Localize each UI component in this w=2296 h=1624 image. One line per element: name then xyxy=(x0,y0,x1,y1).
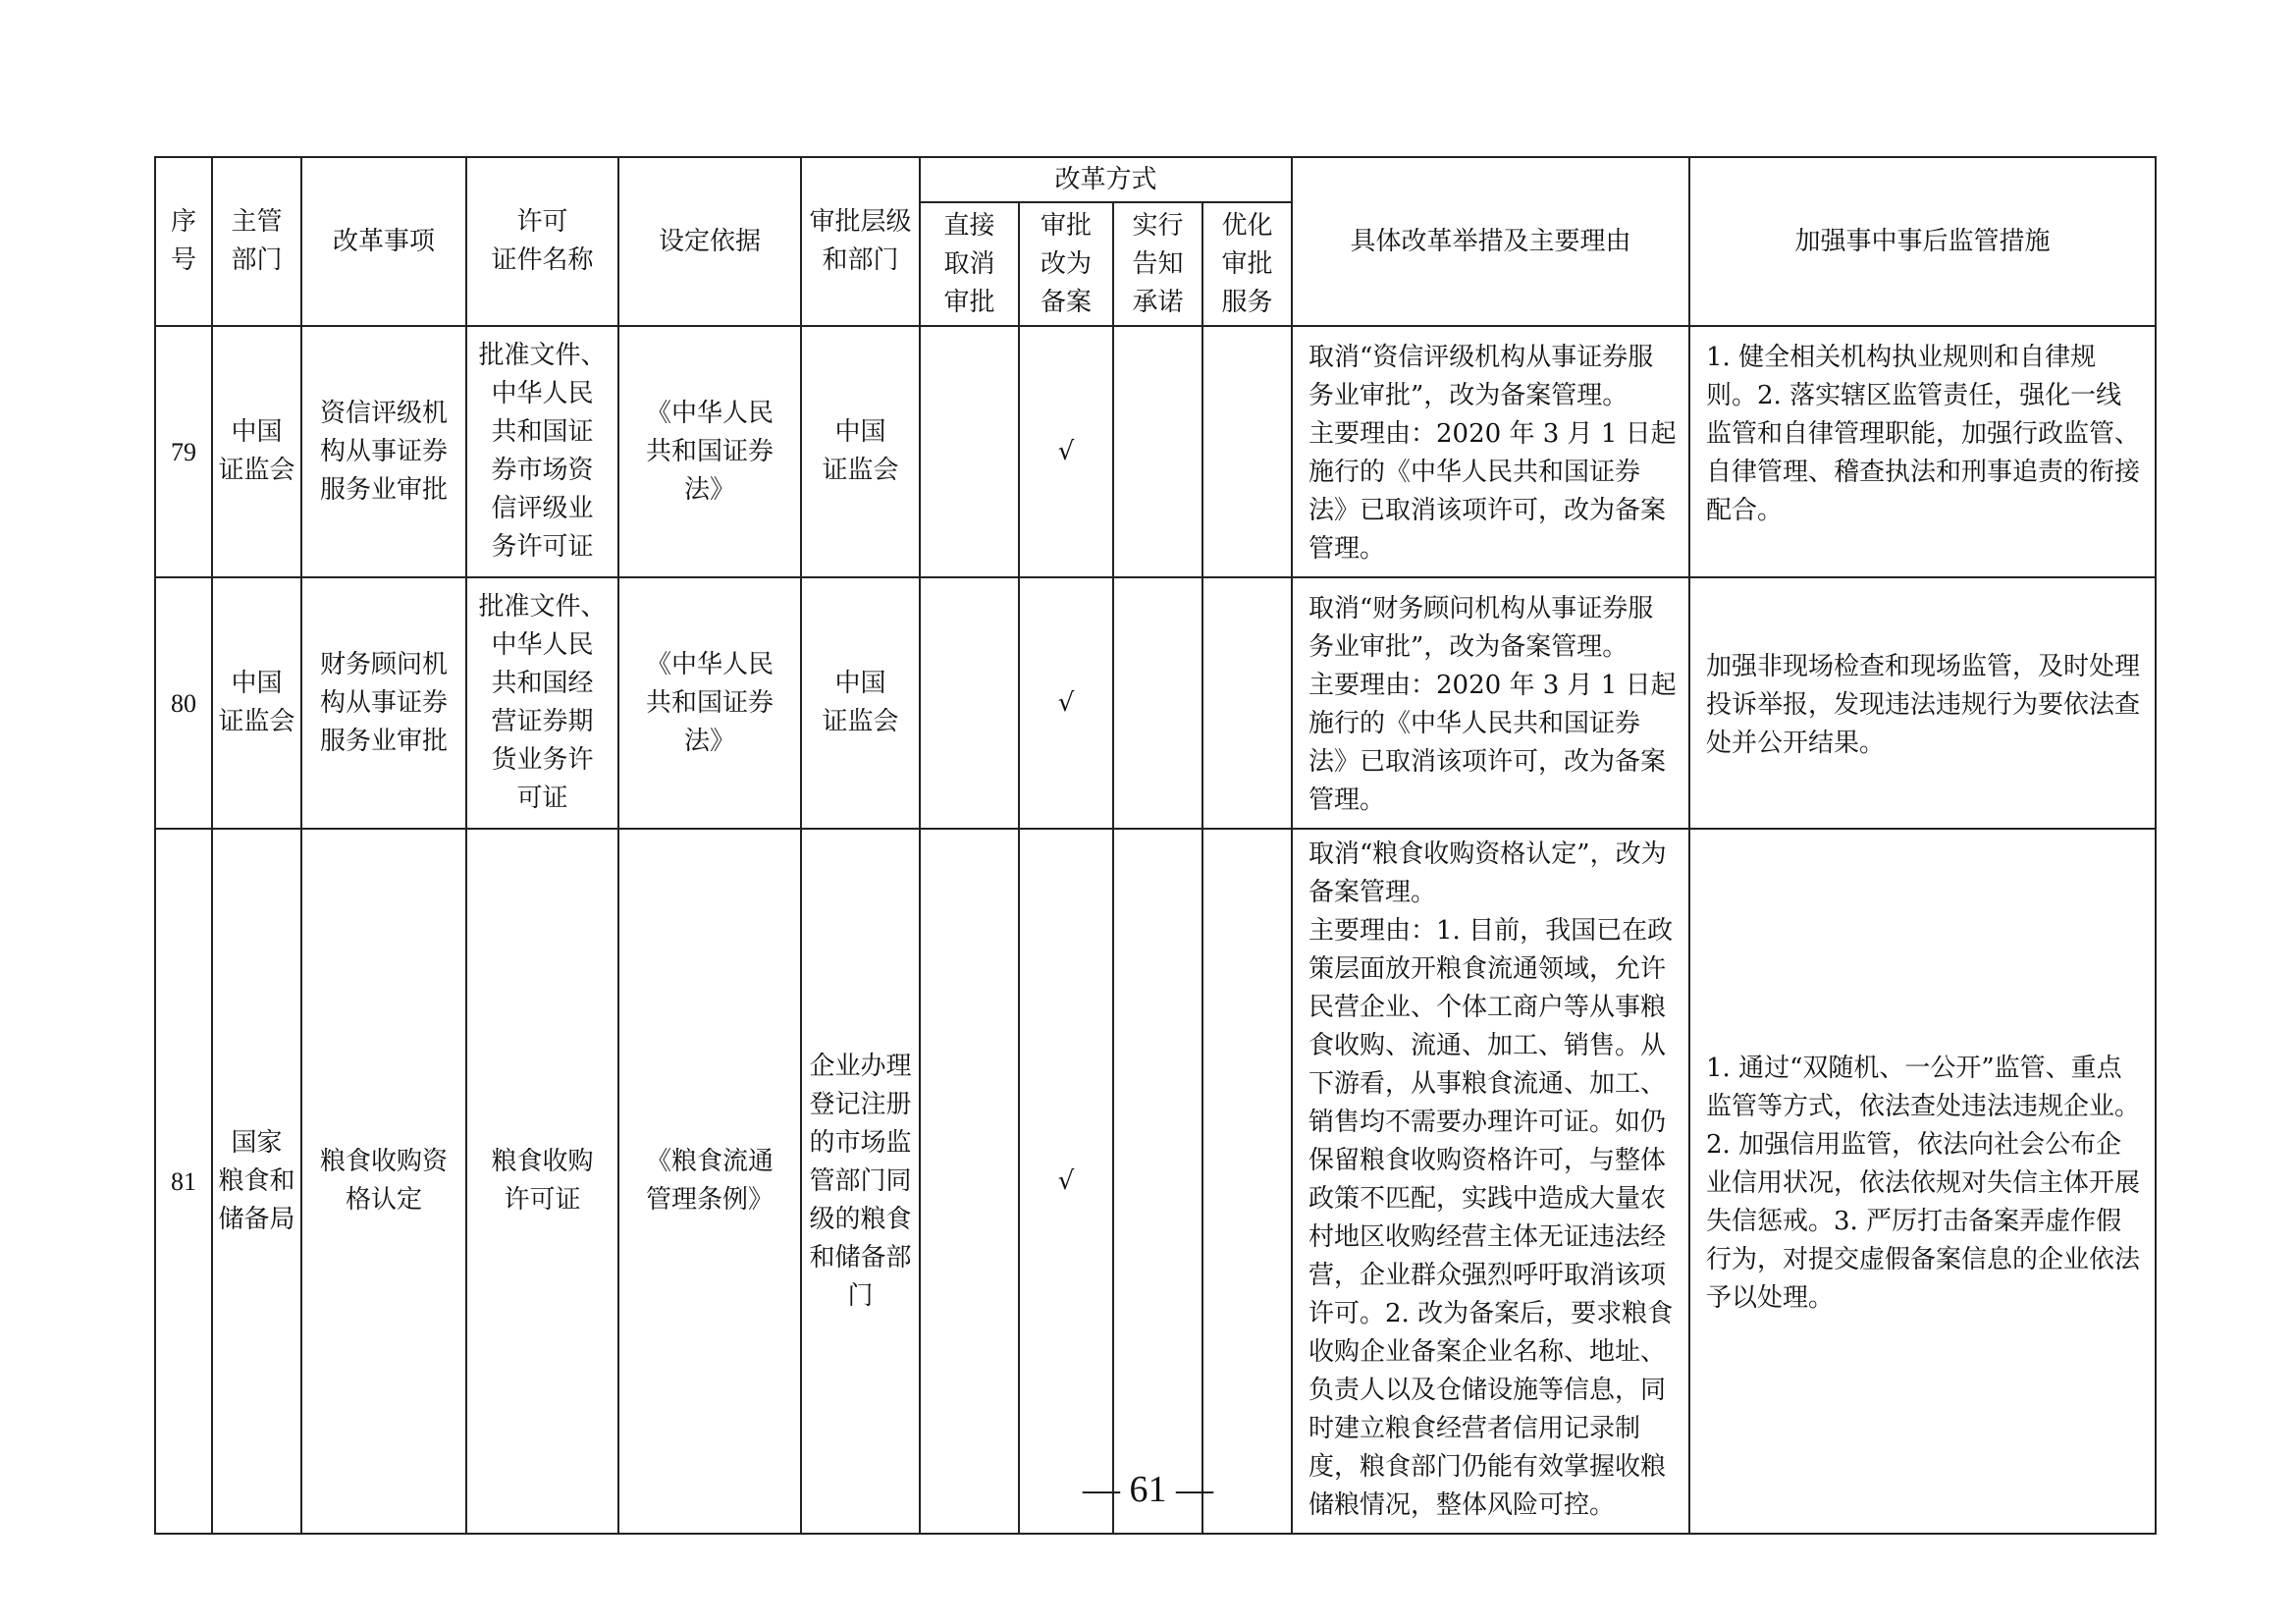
table-row xyxy=(155,326,2156,577)
row-item: 粮食收购资 格认定 xyxy=(301,829,466,1534)
row-license: 批准文件、 中华人民 共和国证 券市场资 信评级业 务许可证 xyxy=(466,326,618,577)
header-method-notify: 实行 告知 承诺 xyxy=(1113,202,1202,326)
row-method-filing-check: √ xyxy=(1019,577,1113,829)
header-method-optimize: 优化 审批 服务 xyxy=(1202,202,1292,326)
row-level: 中国 证监会 xyxy=(801,577,920,829)
row-license: 批准文件、 中华人民 共和国经 营证券期 货业务许 可证 xyxy=(466,577,618,829)
row-seq: 81 xyxy=(155,829,212,1534)
row-method-optimize xyxy=(1202,577,1292,829)
row-supervision: 加强非现场检查和现场监管，及时处理投诉举报，发现违法违规行为要依法查处并公开结果。 xyxy=(1689,577,2156,829)
row-method-cancel xyxy=(920,829,1019,1534)
row-basis: 《中华人民 共和国证券 法》 xyxy=(618,577,801,829)
header-dept: 主管 部门 xyxy=(212,157,301,326)
row-dept: 中国 证监会 xyxy=(212,326,301,577)
header-measures: 具体改革举措及主要理由 xyxy=(1292,157,1689,326)
row-level: 中国 证监会 xyxy=(801,326,920,577)
row-supervision: 1. 通过“双随机、一公开”监管、重点监管等方式，依法查处违法违规企业。2. 加强信用监管，依法向社会公布企业信用状况，依法依规对失信主体开展失信惩戒。3. 严厉打击备案弄虚作假行为，对提交虚假备案信息的企业依法予以处理。 xyxy=(1689,829,2156,1534)
table-header xyxy=(155,157,2156,326)
row-item: 财务顾问机 构从事证券 服务业审批 xyxy=(301,577,466,829)
row-license: 粮食收购 许可证 xyxy=(466,829,618,1534)
row-seq: 80 xyxy=(155,577,212,829)
row-measures: 取消“财务顾问机构从事证券服务业审批”，改为备案管理。 主要理由：2020 年 3 月 1 日起施行的《中华人民共和国证券法》已取消该项许可，改为备案管理。 xyxy=(1292,577,1689,829)
row-method-filing-check: √ xyxy=(1019,829,1113,1534)
row-seq: 79 xyxy=(155,326,212,577)
row-supervision: 1. 健全相关机构执业规则和自律规则。2. 落实辖区监管责任，强化一线监管和自律管理职能，加强行政监管、自律管理、稽查执法和刑事追责的衔接配合。 xyxy=(1689,326,2156,577)
row-measures: 取消“粮食收购资格认定”，改为备案管理。 主要理由：1. 目前，我国已在政策层面放开粮食流通领域，允许民营企业、个体工商户等从事粮食收购、流通、加工、销售。从下游看，从事粮食流通、加工、销售均不需要办理许可证。如仍保留粮食收购资格许可，与整体政策不匹配，实践中造成大量农村地区收购经营主体无证违法经营，企业群众强烈呼吁取消该项许可。2. 改为备案后，要求粮食收购企业备案企业名称、地址、负责人以及仓储设施等信息，同时建立粮食经营者信用记录制度，粮食部门仍能有效掌握收粮储粮情况，整体风险可控。 xyxy=(1292,829,1689,1534)
row-dept: 中国 证监会 xyxy=(212,577,301,829)
table-row xyxy=(155,577,2156,829)
row-level: 企业办理 登记注册 的市场监 管部门同 级的粮食 和储备部 门 xyxy=(801,829,920,1534)
row-method-optimize xyxy=(1202,326,1292,577)
table-row xyxy=(155,829,2156,1534)
row-method-cancel xyxy=(920,577,1019,829)
row-method-optimize xyxy=(1202,829,1292,1534)
header-method-group: 改革方式 xyxy=(920,157,1292,202)
header-basis: 设定依据 xyxy=(618,157,801,326)
header-item: 改革事项 xyxy=(301,157,466,326)
row-method-filing-check: √ xyxy=(1019,326,1113,577)
header-license: 许可 证件名称 xyxy=(466,157,618,326)
header-supervision: 加强事中事后监管措施 xyxy=(1689,157,2156,326)
row-method-notify xyxy=(1113,829,1202,1534)
header-method-filing: 审批 改为 备案 xyxy=(1019,202,1113,326)
row-method-cancel xyxy=(920,326,1019,577)
row-method-notify xyxy=(1113,577,1202,829)
header-seq: 序 号 xyxy=(155,157,212,326)
row-basis: 《中华人民 共和国证券 法》 xyxy=(618,326,801,577)
row-item: 资信评级机 构从事证券 服务业审批 xyxy=(301,326,466,577)
page-number: — 61 — xyxy=(1083,1469,1213,1510)
row-method-notify xyxy=(1113,326,1202,577)
header-level: 审批层级 和部门 xyxy=(801,157,920,326)
row-measures: 取消“资信评级机构从事证券服务业审批”，改为备案管理。 主要理由：2020 年 3 月 1 日起施行的《中华人民共和国证券法》已取消该项许可，改为备案管理。 xyxy=(1292,326,1689,577)
row-basis: 《粮食流通 管理条例》 xyxy=(618,829,801,1534)
row-dept: 国家 粮食和 储备局 xyxy=(212,829,301,1534)
reform-table xyxy=(154,156,2157,1535)
header-method-cancel: 直接 取消 审批 xyxy=(920,202,1019,326)
table-body xyxy=(155,326,2156,1534)
